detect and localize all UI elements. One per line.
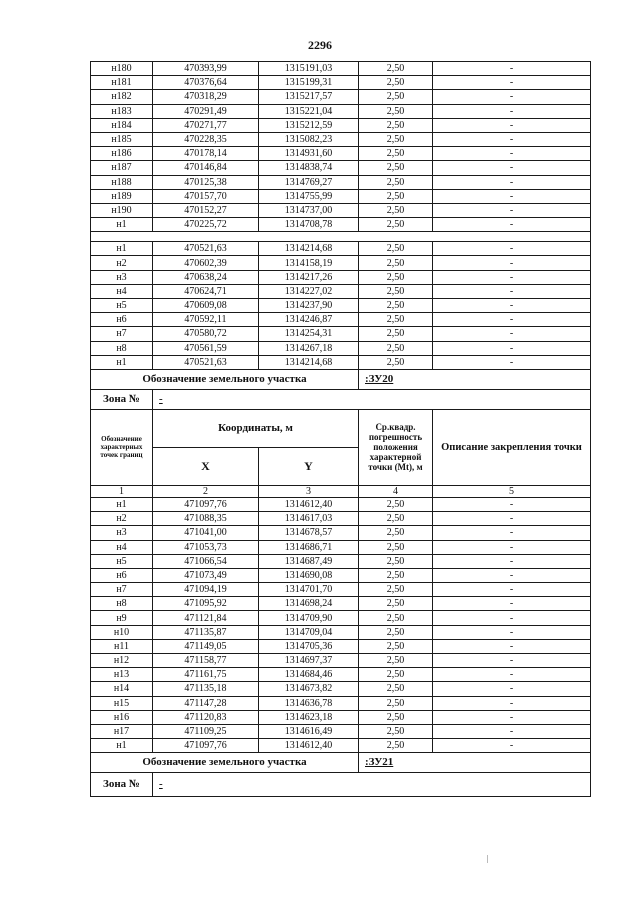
plot-label: Обозначение земельного участка (91, 369, 359, 389)
x-cell: 470624,71 (153, 284, 259, 298)
y-cell: 1314267,18 (259, 341, 359, 355)
x-cell: 471066,54 (153, 554, 259, 568)
table-row (91, 299, 591, 313)
table-row (91, 270, 591, 284)
y-cell: 1314217,26 (259, 270, 359, 284)
point-id-cell: н1 (91, 497, 153, 511)
x-cell: 470152,27 (153, 203, 259, 217)
desc-cell: - (433, 639, 591, 653)
desc-cell: - (433, 299, 591, 313)
separator-row (91, 232, 591, 242)
point-id-cell: н7 (91, 327, 153, 341)
error-cell: 2,50 (359, 242, 433, 256)
error-cell: 2,50 (359, 724, 433, 738)
table-row (91, 104, 591, 118)
error-cell: 2,50 (359, 189, 433, 203)
desc-cell: - (433, 62, 591, 76)
point-id-cell: н4 (91, 540, 153, 554)
y-cell: 1314623,18 (259, 710, 359, 724)
zone-label: Зона № (91, 389, 153, 409)
x-cell: 471135,18 (153, 682, 259, 696)
top-rows (91, 62, 591, 232)
table-row (91, 62, 591, 76)
table-row (91, 218, 591, 232)
point-id-cell: н183 (91, 104, 153, 118)
point-id-cell: н190 (91, 203, 153, 217)
point-id-cell: н16 (91, 710, 153, 724)
error-cell: 2,50 (359, 540, 433, 554)
y-cell: 1314709,04 (259, 625, 359, 639)
zu20-section (91, 369, 591, 497)
point-id-cell: н6 (91, 313, 153, 327)
point-id-cell: н186 (91, 147, 153, 161)
error-cell: 2,50 (359, 625, 433, 639)
y-cell: 1314158,19 (259, 256, 359, 270)
desc-cell: - (433, 341, 591, 355)
y-cell: 1314214,68 (259, 242, 359, 256)
desc-cell: - (433, 242, 591, 256)
x-cell: 471097,76 (153, 739, 259, 753)
point-id-cell: н5 (91, 554, 153, 568)
desc-cell: - (433, 724, 591, 738)
error-cell: 2,50 (359, 284, 433, 298)
y-cell: 1314678,57 (259, 526, 359, 540)
error-cell: 2,50 (359, 161, 433, 175)
point-id-cell: н181 (91, 76, 153, 90)
table-row (91, 341, 591, 355)
y-cell: 1314687,49 (259, 554, 359, 568)
error-cell: 2,50 (359, 90, 433, 104)
y-cell: 1314755,99 (259, 189, 359, 203)
desc-cell: - (433, 104, 591, 118)
x-cell: 470393,99 (153, 62, 259, 76)
zone-value (153, 773, 591, 797)
x-cell: 471149,05 (153, 639, 259, 653)
error-cell: 2,50 (359, 682, 433, 696)
desc-cell: - (433, 175, 591, 189)
error-cell: 2,50 (359, 739, 433, 753)
y-cell: 1314931,60 (259, 147, 359, 161)
y-cell: 1314612,40 (259, 497, 359, 511)
x-cell: 470609,08 (153, 299, 259, 313)
desc-cell: - (433, 611, 591, 625)
zu21-section (91, 753, 591, 797)
header-x: X (153, 447, 259, 485)
table-row (91, 696, 591, 710)
point-id-cell: н7 (91, 583, 153, 597)
table-row (91, 284, 591, 298)
y-cell: 1314214,68 (259, 355, 359, 369)
y-cell: 1314617,03 (259, 512, 359, 526)
point-id-cell: н13 (91, 668, 153, 682)
desc-cell: - (433, 540, 591, 554)
x-cell: 470318,29 (153, 90, 259, 104)
table-row (91, 327, 591, 341)
plot-value (359, 369, 591, 389)
y-cell: 1315217,57 (259, 90, 359, 104)
point-id-cell: н8 (91, 341, 153, 355)
point-id-cell: н185 (91, 132, 153, 146)
y-cell: 1314769,27 (259, 175, 359, 189)
table-row (91, 597, 591, 611)
y-cell: 1314708,78 (259, 218, 359, 232)
table-row (91, 175, 591, 189)
point-id-cell: н15 (91, 696, 153, 710)
y-cell: 1314697,37 (259, 654, 359, 668)
y-cell: 1314698,24 (259, 597, 359, 611)
table-row (91, 497, 591, 511)
header-coords: Координаты, м (153, 409, 359, 447)
point-id-cell: н1 (91, 218, 153, 232)
point-id-cell: н8 (91, 597, 153, 611)
x-cell: 471135,87 (153, 625, 259, 639)
table-row (91, 90, 591, 104)
col-number: 3 (259, 485, 359, 497)
x-cell: 471161,75 (153, 668, 259, 682)
desc-cell: - (433, 189, 591, 203)
desc-cell: - (433, 668, 591, 682)
point-id-cell: н2 (91, 256, 153, 270)
table-row (91, 189, 591, 203)
error-cell: 2,50 (359, 147, 433, 161)
x-cell: 470228,35 (153, 132, 259, 146)
point-id-cell: н17 (91, 724, 153, 738)
x-cell: 470291,49 (153, 104, 259, 118)
table-row (91, 724, 591, 738)
x-cell: 470521,63 (153, 242, 259, 256)
error-cell: 2,50 (359, 583, 433, 597)
table-row (91, 132, 591, 146)
error-cell: 2,50 (359, 313, 433, 327)
y-cell: 1315082,23 (259, 132, 359, 146)
zone-value-text: - (159, 778, 163, 791)
desc-cell: - (433, 512, 591, 526)
error-cell: 2,50 (359, 270, 433, 284)
x-cell: 471097,76 (153, 497, 259, 511)
table-row (91, 313, 591, 327)
error-cell: 2,50 (359, 175, 433, 189)
error-cell: 2,50 (359, 355, 433, 369)
x-cell: 470521,63 (153, 355, 259, 369)
table-row (91, 639, 591, 653)
desc-cell: - (433, 218, 591, 232)
point-id-cell: н182 (91, 90, 153, 104)
desc-cell: - (433, 682, 591, 696)
error-cell: 2,50 (359, 497, 433, 511)
desc-cell: - (433, 203, 591, 217)
table-row (91, 540, 591, 554)
x-cell: 471095,92 (153, 597, 259, 611)
zone-value-text: - (159, 392, 163, 405)
table-row (91, 583, 591, 597)
x-cell: 470125,38 (153, 175, 259, 189)
desc-cell: - (433, 583, 591, 597)
error-cell: 2,50 (359, 218, 433, 232)
header-desc: Описание закрепления точки (433, 409, 591, 485)
error-cell: 2,50 (359, 118, 433, 132)
table-row (91, 76, 591, 90)
table-row (91, 526, 591, 540)
error-cell: 2,50 (359, 696, 433, 710)
y-cell: 1314673,82 (259, 682, 359, 696)
plot-value (359, 753, 591, 773)
x-cell: 470592,11 (153, 313, 259, 327)
desc-cell: - (433, 554, 591, 568)
zone-label: Зона № (91, 773, 153, 797)
error-cell: 2,50 (359, 568, 433, 582)
x-cell: 471158,77 (153, 654, 259, 668)
x-cell: 470561,59 (153, 341, 259, 355)
x-cell: 470146,84 (153, 161, 259, 175)
y-cell: 1314227,02 (259, 284, 359, 298)
page-number: 2296 (308, 38, 332, 52)
x-cell: 470157,70 (153, 189, 259, 203)
x-cell: 471053,73 (153, 540, 259, 554)
error-cell: 2,50 (359, 611, 433, 625)
table-row (91, 554, 591, 568)
point-id-cell: н9 (91, 611, 153, 625)
error-cell: 2,50 (359, 512, 433, 526)
x-cell: 471094,19 (153, 583, 259, 597)
y-cell: 1314612,40 (259, 739, 359, 753)
x-cell: 471088,35 (153, 512, 259, 526)
error-cell: 2,50 (359, 554, 433, 568)
header-y: Y (259, 447, 359, 485)
y-cell: 1314237,90 (259, 299, 359, 313)
x-cell: 471120,83 (153, 710, 259, 724)
desc-cell: - (433, 327, 591, 341)
point-id-cell: н3 (91, 270, 153, 284)
error-cell: 2,50 (359, 299, 433, 313)
header-point: Обозначение характерных точек границ (91, 409, 153, 485)
error-cell: 2,50 (359, 327, 433, 341)
plot-value-text: :ЗУ20 (365, 372, 394, 385)
x-cell: 471147,28 (153, 696, 259, 710)
point-id-cell: н180 (91, 62, 153, 76)
y-cell: 1314838,74 (259, 161, 359, 175)
point-id-cell: н1 (91, 242, 153, 256)
plot-label: Обозначение земельного участка (91, 753, 359, 773)
desc-cell: - (433, 284, 591, 298)
error-cell: 2,50 (359, 132, 433, 146)
x-cell: 470178,14 (153, 147, 259, 161)
desc-cell: - (433, 76, 591, 90)
desc-cell: - (433, 147, 591, 161)
point-id-cell: н188 (91, 175, 153, 189)
y-cell: 1314705,36 (259, 639, 359, 653)
zu20-rows (91, 497, 591, 752)
desc-cell: - (433, 497, 591, 511)
x-cell: 471109,25 (153, 724, 259, 738)
point-id-cell: н3 (91, 526, 153, 540)
y-cell: 1314616,49 (259, 724, 359, 738)
col-number: 1 (91, 485, 153, 497)
desc-cell: - (433, 161, 591, 175)
error-cell: 2,50 (359, 526, 433, 540)
zone-value (153, 389, 591, 409)
point-id-cell: н1 (91, 355, 153, 369)
y-cell: 1315199,31 (259, 76, 359, 90)
desc-cell: - (433, 313, 591, 327)
x-cell: 471121,84 (153, 611, 259, 625)
scan-mark (487, 855, 488, 863)
table-row (91, 682, 591, 696)
x-cell: 470376,64 (153, 76, 259, 90)
error-cell: 2,50 (359, 597, 433, 611)
y-cell: 1315191,03 (259, 62, 359, 76)
error-cell: 2,50 (359, 76, 433, 90)
table-row (91, 611, 591, 625)
error-cell: 2,50 (359, 341, 433, 355)
separator (91, 232, 591, 242)
table-row (91, 203, 591, 217)
desc-cell: - (433, 132, 591, 146)
y-cell: 1315221,04 (259, 104, 359, 118)
point-id-cell: н2 (91, 512, 153, 526)
table-row (91, 256, 591, 270)
col-number: 2 (153, 485, 259, 497)
x-cell: 470580,72 (153, 327, 259, 341)
table-row (91, 242, 591, 256)
point-id-cell: н12 (91, 654, 153, 668)
desc-cell: - (433, 654, 591, 668)
table-row (91, 512, 591, 526)
col-number: 4 (359, 485, 433, 497)
point-id-cell: н184 (91, 118, 153, 132)
error-cell: 2,50 (359, 203, 433, 217)
point-id-cell: н187 (91, 161, 153, 175)
point-id-cell: н189 (91, 189, 153, 203)
y-cell: 1314686,71 (259, 540, 359, 554)
desc-cell: - (433, 597, 591, 611)
desc-cell: - (433, 270, 591, 284)
table-row (91, 147, 591, 161)
y-cell: 1314737,00 (259, 203, 359, 217)
y-cell: 1314636,78 (259, 696, 359, 710)
table-row (91, 625, 591, 639)
table-row (91, 161, 591, 175)
table-row (91, 355, 591, 369)
y-cell: 1315212,59 (259, 118, 359, 132)
error-cell: 2,50 (359, 256, 433, 270)
point-id-cell: н10 (91, 625, 153, 639)
table-row (91, 710, 591, 724)
x-cell: 471073,49 (153, 568, 259, 582)
x-cell: 471041,00 (153, 526, 259, 540)
desc-cell: - (433, 526, 591, 540)
desc-cell: - (433, 696, 591, 710)
desc-cell: - (433, 625, 591, 639)
table-row (91, 568, 591, 582)
error-cell: 2,50 (359, 654, 433, 668)
y-cell: 1314254,31 (259, 327, 359, 341)
middle-rows (91, 242, 591, 370)
y-cell: 1314246,87 (259, 313, 359, 327)
error-cell: 2,50 (359, 710, 433, 724)
point-id-cell: н11 (91, 639, 153, 653)
col-number: 5 (433, 485, 591, 497)
header-error: Ср.квадр. погрешность положения характерной точки (Mt), м (359, 409, 433, 485)
table-row (91, 739, 591, 753)
plot-value-text: :ЗУ21 (365, 756, 394, 769)
desc-cell: - (433, 568, 591, 582)
error-cell: 2,50 (359, 62, 433, 76)
desc-cell: - (433, 90, 591, 104)
point-id-cell: н4 (91, 284, 153, 298)
x-cell: 470602,39 (153, 256, 259, 270)
x-cell: 470225,72 (153, 218, 259, 232)
desc-cell: - (433, 256, 591, 270)
desc-cell: - (433, 355, 591, 369)
x-cell: 470271,77 (153, 118, 259, 132)
desc-cell: - (433, 710, 591, 724)
point-id-cell: н14 (91, 682, 153, 696)
table-row (91, 668, 591, 682)
point-id-cell: н6 (91, 568, 153, 582)
coordinates-table (90, 61, 591, 797)
error-cell: 2,50 (359, 639, 433, 653)
point-id-cell: н1 (91, 739, 153, 753)
y-cell: 1314701,70 (259, 583, 359, 597)
table-row (91, 654, 591, 668)
y-cell: 1314690,08 (259, 568, 359, 582)
y-cell: 1314684,46 (259, 668, 359, 682)
point-id-cell: н5 (91, 299, 153, 313)
desc-cell: - (433, 739, 591, 753)
x-cell: 470638,24 (153, 270, 259, 284)
error-cell: 2,50 (359, 104, 433, 118)
desc-cell: - (433, 118, 591, 132)
y-cell: 1314709,90 (259, 611, 359, 625)
error-cell: 2,50 (359, 668, 433, 682)
table-row (91, 118, 591, 132)
